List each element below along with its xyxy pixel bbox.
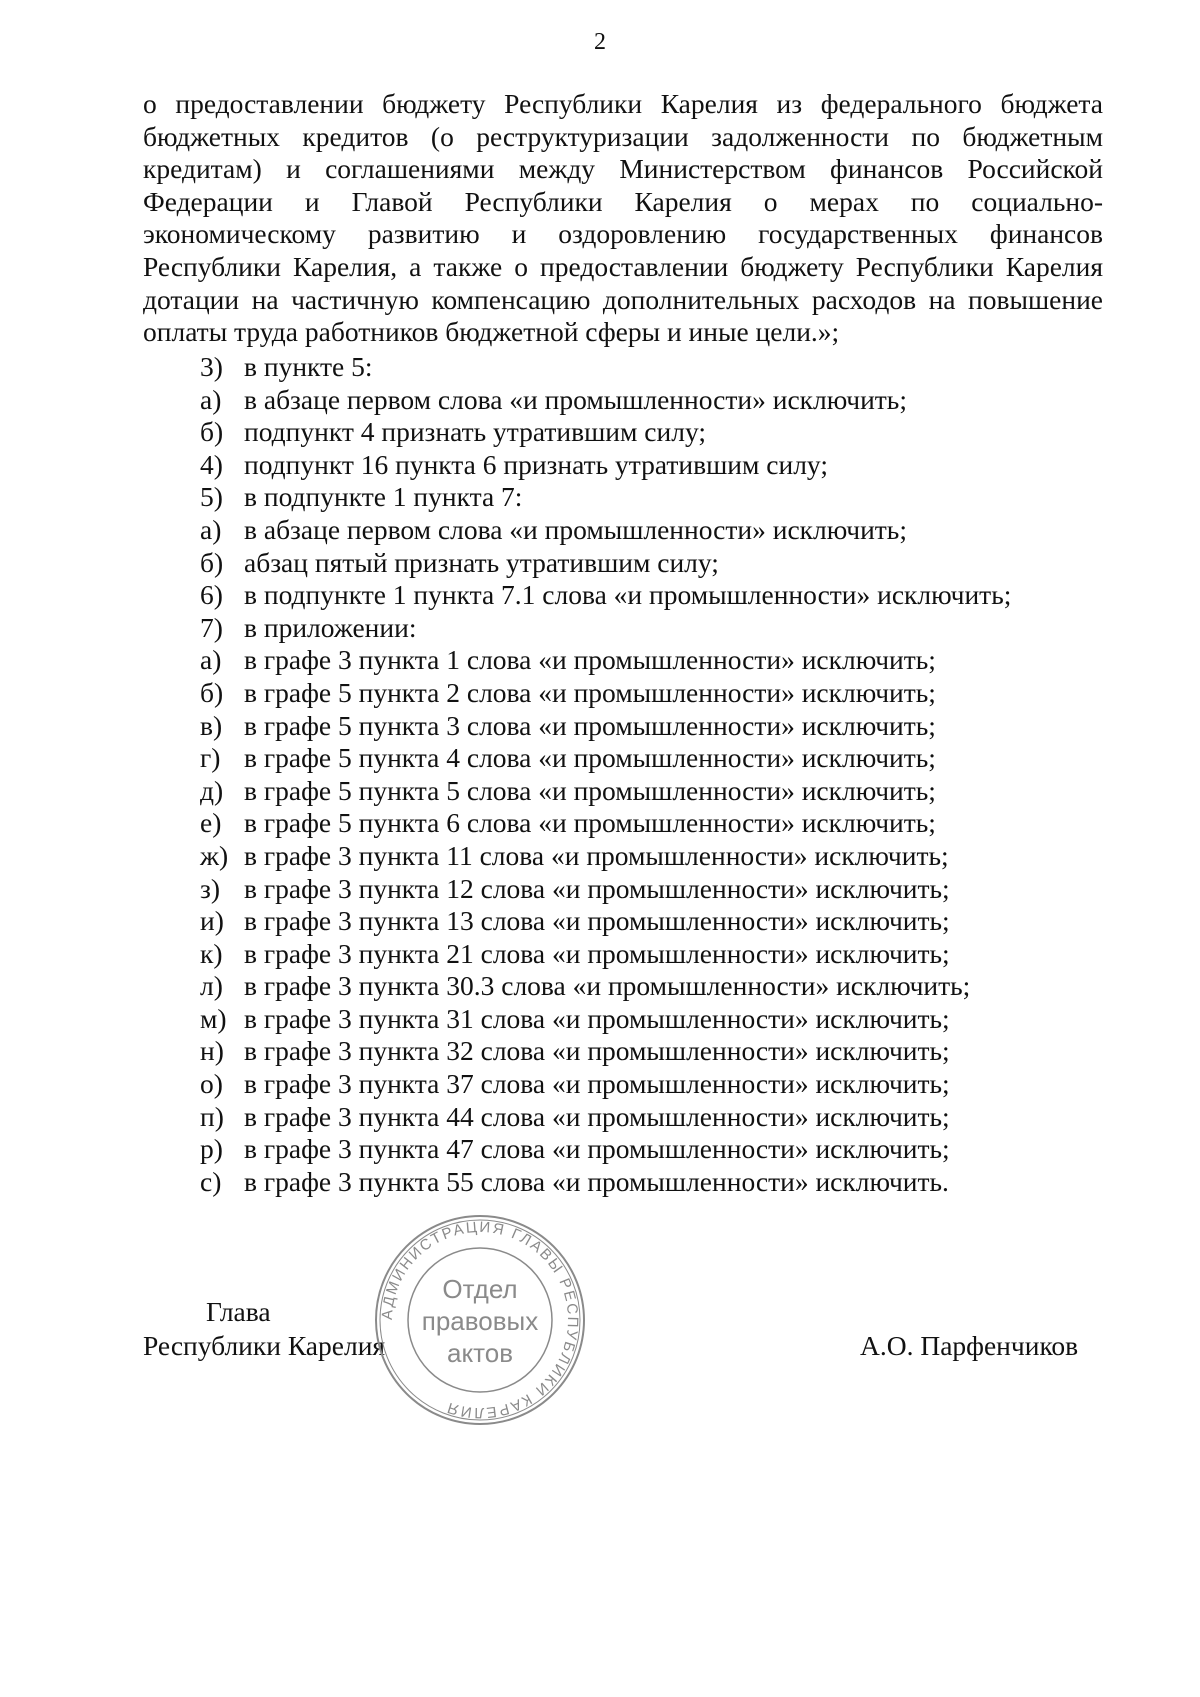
paragraph-line: о предоставлении бюджету Республики Карелия из федерального бюджета — [143, 88, 1103, 119]
page-number: 2 — [594, 29, 606, 55]
list-item-text: в графе 3 пункта 32 слова «и промышленности» исключить; — [244, 1035, 950, 1067]
list-item — [200, 644, 1100, 677]
paragraph-line: бюджетных кредитов (о реструктуризации задолженности по бюджетным — [143, 120, 1103, 152]
list-item-marker: л) — [200, 970, 223, 1002]
list-item-text: в абзаце первом слова «и промышленности» исключить; — [244, 383, 907, 415]
list-item — [200, 938, 1100, 971]
signatory-name: А.О. Парфенчиков — [860, 1330, 1079, 1361]
list-item — [200, 970, 1100, 1003]
list-item — [200, 807, 1100, 840]
list-item-text: в графе 5 пункта 2 слова «и промышленности» исключить; — [244, 676, 936, 708]
list-item-text: в графе 5 пункта 6 слова «и промышленности» исключить; — [244, 807, 936, 839]
paragraph-line: кредитам) и соглашениями между Министерством финансов Российской — [143, 153, 1103, 185]
list-item-marker: 4) — [200, 448, 223, 480]
list-item-marker: н) — [200, 1035, 224, 1067]
list-item-text: в абзаце первом слова «и промышленности» исключить; — [244, 513, 907, 545]
list-item-text: в графе 3 пункта 21 слова «и промышленности» исключить; — [244, 937, 950, 969]
stamp-center-line3: актов — [446, 1338, 514, 1368]
list-item-marker: к) — [200, 937, 223, 969]
list-item — [200, 514, 1100, 547]
list-item-marker: д) — [200, 774, 224, 806]
list-item-marker: р) — [200, 1133, 223, 1165]
body-paragraph — [143, 88, 1103, 349]
list-item — [200, 351, 1100, 384]
list-item — [200, 905, 1100, 938]
list-item-marker: з) — [200, 872, 221, 904]
list-item — [200, 742, 1100, 775]
paragraph-line: дотации на частичную компенсацию дополнительных расходов на повышение — [143, 283, 1103, 315]
signature-title-line1: Глава — [206, 1296, 271, 1327]
list-item — [200, 416, 1100, 449]
list-item — [200, 1101, 1100, 1134]
list-item — [200, 873, 1100, 906]
list-item-text: в графе 5 пункта 5 слова «и промышленности» исключить; — [244, 774, 936, 806]
list-item-marker: а) — [200, 513, 222, 545]
paragraph-line: Федерации и Главой Республики Карелия о мерах по социально- — [143, 185, 1103, 217]
list-item — [200, 579, 1100, 612]
paragraph-line: оплаты труда работников бюджетной сферы и иные цели.»; — [143, 316, 840, 348]
list-item-marker: с) — [200, 1165, 222, 1197]
stamp-center-line2: правовых — [421, 1306, 539, 1336]
list-item-text: в графе 3 пункта 55 слова «и промышленности» исключить. — [244, 1165, 949, 1197]
list-item — [200, 1068, 1100, 1101]
list-item-text: в графе 5 пункта 3 слова «и промышленности» исключить; — [244, 709, 936, 741]
list-item — [200, 1133, 1100, 1166]
list-item-marker: в) — [200, 709, 223, 741]
list-item-text: в графе 3 пункта 13 слова «и промышленности» исключить; — [244, 905, 950, 937]
list-item-text: в приложении: — [244, 611, 417, 643]
list-item-marker: б) — [200, 676, 224, 708]
list-item — [200, 449, 1100, 482]
amendments-list — [200, 351, 1100, 1198]
paragraph-line: экономическому развитию и оздоровлению государственных финансов — [143, 218, 1103, 250]
list-item-marker: и) — [200, 905, 224, 937]
list-item-marker: а) — [200, 383, 222, 415]
list-item — [200, 481, 1100, 514]
list-item-marker: а) — [200, 644, 222, 676]
list-item-text: в графе 5 пункта 4 слова «и промышленности» исключить; — [244, 742, 936, 774]
list-item-text: подпункт 4 признать утратившим силу; — [244, 416, 706, 448]
list-item — [200, 775, 1100, 808]
list-item — [200, 710, 1100, 743]
list-item — [200, 547, 1100, 580]
list-item-marker: б) — [200, 416, 224, 448]
list-item-text: в графе 3 пункта 37 слова «и промышленности» исключить; — [244, 1068, 950, 1100]
list-item-text: в графе 3 пункта 44 слова «и промышленности» исключить; — [244, 1100, 950, 1132]
list-item-text: в графе 3 пункта 30.3 слова «и промышленности» исключить; — [244, 970, 971, 1002]
list-item-text: в графе 3 пункта 11 слова «и промышленности» исключить; — [244, 839, 949, 871]
list-item-marker: 7) — [200, 611, 223, 643]
list-item-marker: 6) — [200, 579, 223, 611]
list-item-text: в пункте 5: — [244, 351, 373, 382]
list-item-text: подпункт 16 пункта 6 признать утратившим силу; — [244, 448, 828, 480]
stamp-ring-text: АДМИНИСТРАЦИЯ ГЛАВЫ РЕСПУБЛИКИ КАРЕЛИЯ — [378, 1218, 582, 1422]
list-item-marker: п) — [200, 1100, 224, 1132]
list-item — [200, 1035, 1100, 1068]
list-item-marker: б) — [200, 546, 224, 578]
list-item — [200, 840, 1100, 873]
list-item-text: в подпункте 1 пункта 7: — [244, 481, 523, 513]
list-item — [200, 677, 1100, 710]
list-item — [200, 612, 1100, 645]
list-item-text: в графе 3 пункта 47 слова «и промышленности» исключить; — [244, 1133, 950, 1165]
list-item-text: абзац пятый признать утратившим силу; — [244, 546, 719, 578]
list-item-text: в графе 3 пункта 31 слова «и промышленности» исключить; — [244, 1002, 950, 1034]
paragraph-line: Республики Карелия, а также о предоставлении бюджету Республики Карелия — [143, 250, 1103, 282]
list-item-marker: 5) — [200, 481, 223, 513]
list-item-text: в графе 3 пункта 1 слова «и промышленности» исключить; — [244, 644, 936, 676]
stamp-center-line1: Отдел — [442, 1274, 518, 1304]
signature-title-line2: Республики Карелия — [143, 1330, 386, 1361]
list-item-text: в графе 3 пункта 12 слова «и промышленности» исключить; — [244, 872, 950, 904]
list-item-text: в подпункте 1 пункта 7.1 слова «и промышленности» исключить; — [244, 579, 1012, 611]
list-item — [200, 1166, 1100, 1199]
list-item-marker: о) — [200, 1068, 223, 1100]
list-item-marker: 3) — [200, 351, 223, 382]
list-item — [200, 1003, 1100, 1036]
list-item — [200, 384, 1100, 417]
official-stamp — [372, 1212, 588, 1428]
list-item-marker: е) — [200, 807, 222, 839]
list-item-marker: ж) — [200, 839, 229, 871]
list-item-marker: м) — [200, 1002, 227, 1034]
list-item-marker: г) — [200, 742, 221, 774]
